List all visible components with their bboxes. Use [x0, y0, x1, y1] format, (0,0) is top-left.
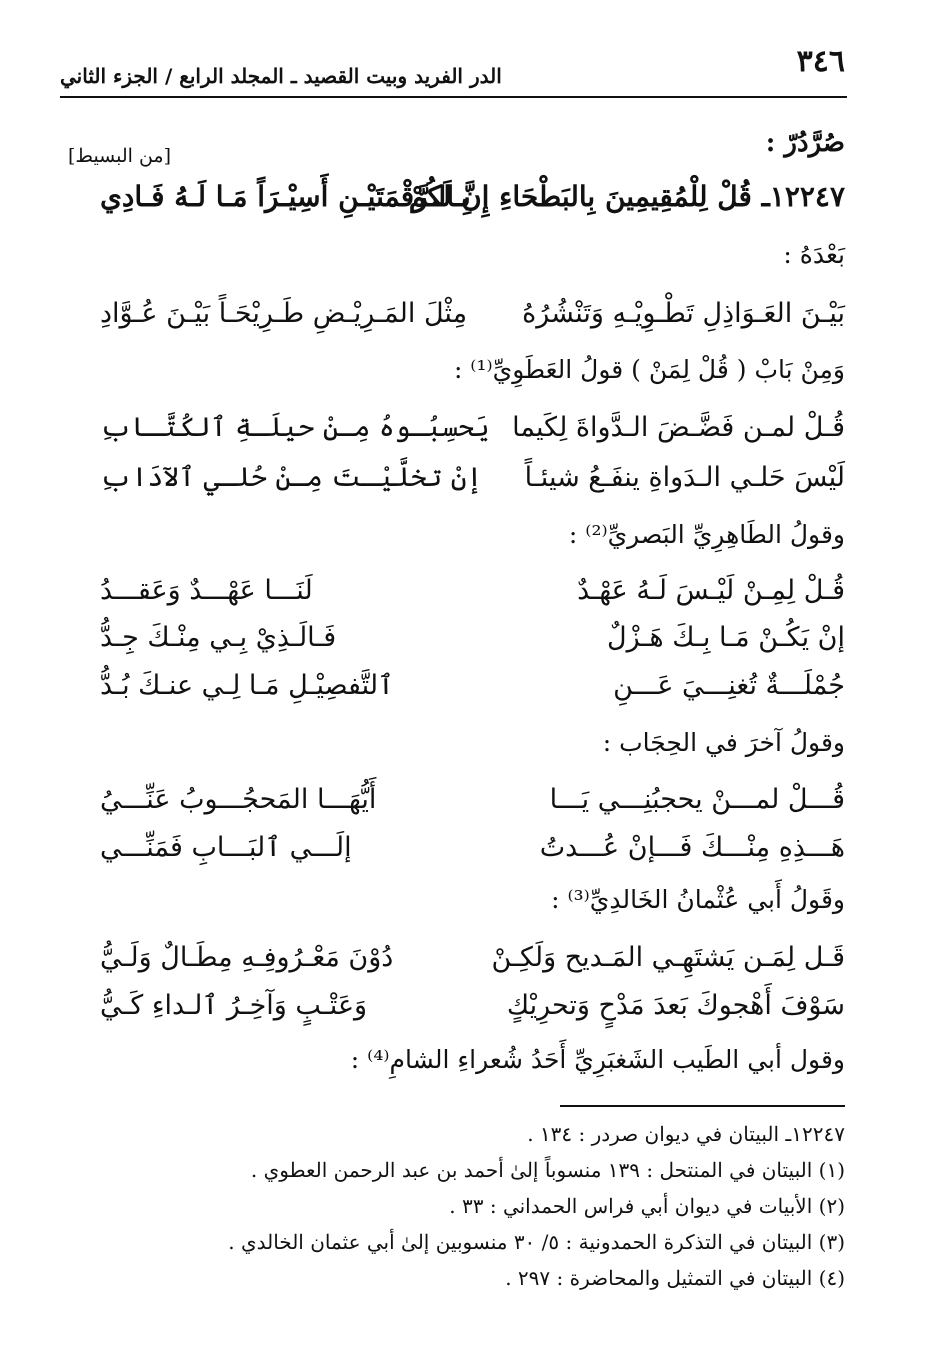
verse-line: [100, 990, 845, 1036]
page-header: [60, 38, 845, 96]
hemistich-left: وَعَتْـبٍ وَآخِـرُ ٱلـداءِ كَـيُّ: [100, 990, 368, 1021]
hemistich-left: يَحسِبُـوهُ مِـنْ حيلَـةِ ٱلكُتَّـابِ: [100, 412, 490, 443]
hemistich-left: فَـالَـذِيْ بِـي مِنْـكَ جِـدُّ: [100, 622, 337, 653]
section-intro: وقولُ الطَاهِرِيِّ البَصريِّ⁽²⁾ :: [568, 520, 845, 549]
verse-line: [100, 298, 845, 344]
section-intro: وقَولُ أَبي عُثْمانُ الخَالدِيِّ⁽³⁾ :: [551, 885, 845, 914]
section-intro: وَمِنْ بَابْ ( قُلْ لِمَنْ ) قولُ العَطَوِيِّ⁽¹⁾ :: [453, 355, 845, 384]
running-title: الدر الفريد وبيت القصيد ـ المجلد الرابع / الجزء الثاني: [60, 64, 502, 88]
verse-line: [100, 784, 845, 830]
footnote-main: ١٢٢٤٧ـ البيتان في ديوان صردر : ١٣٤ .: [527, 1122, 845, 1146]
verse-line: [100, 942, 845, 988]
hemistich-left: مِثْلَ المَـرِيْـضِ طَـرِيْحَـاً بَيْـنَ عُـوَّادِ: [100, 298, 468, 329]
hemistich-left: إلَـــي ٱلبَـــابِ فَمَنِّـــي: [100, 832, 352, 863]
hemistich-right: ١٢٢٤٧ـ قُلْ لِلْمُقِيمِينَ بِالبَطْحَاءِ إِنَّ لَكُمْ: [408, 180, 845, 213]
verse-line: [100, 575, 845, 621]
verse-line: [100, 622, 845, 668]
footnote: (٤) البيتان في التمثيل والمحاضرة : ٢٩٧ .: [505, 1266, 845, 1290]
hemistich-right: سَوْفَ أَهْجوكَ بَعدَ مَدْحٍ وَتحرِيْكٍ: [506, 990, 845, 1021]
hemistich-right: إنْ يَكُـنْ مَـا بِـكَ هَـزْلٌ: [607, 622, 845, 653]
verse-line: [100, 462, 845, 508]
header-rule: [60, 96, 847, 98]
hemistich-right: لَيْسَ حَلـي الـدَواةِ ينفَـعُ شيئـاً: [524, 462, 845, 493]
hemistich-left: لَنَـــا عَهْـــدٌ وَعَقـــدُ: [100, 575, 313, 606]
hemistich-right: بَيْـنَ العَـوَاذِلِ تَطْـوِيْـهِ وَتَنْشُرُهُ: [522, 298, 845, 329]
verse-line: [100, 670, 845, 716]
footnote: (٣) البيتان في التذكرة الحمدونية : ٥/ ٣٠ منسوبين إلىٰ أبي عثمان الخالدي .: [228, 1230, 845, 1254]
hemistich-left: دُوْنَ مَعْـرُوفِـهِ مِطَـالٌ وَلَـيُّ: [100, 942, 394, 973]
hemistich-left: بِـالـرَّقْمَتَيْـنِ أَسِيْـرَاً مَـا لَـهُ فَـادِي: [100, 180, 471, 213]
footnote: (١) البيتان في المنتحل : ١٣٩ منسوباً إلىٰ أحمد بن عبد الرحمن العطوي .: [250, 1158, 845, 1182]
footnote: (٢) الأبيات في ديوان أبي فراس الحمداني : ٣٣ .: [449, 1194, 845, 1218]
footnote-rule: [560, 1105, 845, 1107]
hemistich-right: قُـلْ لمـن فَضَّـضَ الـدَّواةَ لِكَيما: [512, 412, 845, 443]
hemistich-right: هَـــذِهِ مِنْـــكَ فَـــإنْ عُـــدتُ: [539, 832, 845, 863]
verse-line: [100, 832, 845, 878]
section-intro: وقولُ آخرَ في الحِجَاب :: [602, 728, 845, 757]
verse-line: [100, 180, 845, 226]
hemistich-right: قُـــلْ لمـــنْ يحجبُنِـــي يَـــا: [549, 784, 845, 815]
page-number: ٣٤٦: [796, 44, 845, 79]
section-intro: بَعْدَهُ :: [783, 240, 845, 269]
hemistich-left: ٱلتَّفصِيْـلِ مَـا لِـي عنـكَ بُـدُّ: [100, 670, 394, 701]
entry-title: صُرَّدُرّ :: [765, 128, 845, 158]
hemistich-left: إنْ تخلَّيْـتَ مِـنْ حُلـي ٱلآدَابِ: [100, 462, 483, 493]
hemistich-right: جُمْلَـــةٌ تُغنِـــيَ عَـــنِ: [613, 670, 845, 701]
verse-line: [100, 412, 845, 458]
meter-label: [من البسيط]: [68, 145, 172, 167]
hemistich-right: قُـلْ لِمِـنْ لَيْـسَ لَـهُ عَهْـدٌ: [577, 575, 845, 606]
hemistich-left: أَيُّهَـــا المَحجُـــوبُ عَنِّـــيُ: [100, 784, 377, 815]
hemistich-right: قَـل لِمَـن يَشتَهِـي المَـديح وَلَكِـنْ: [491, 942, 845, 973]
closing-line: وقول أبي الطَيب الشَغبَرِيِّ أَحَدُ شُعراءِ الشامِ⁽⁴⁾ :: [350, 1045, 845, 1074]
